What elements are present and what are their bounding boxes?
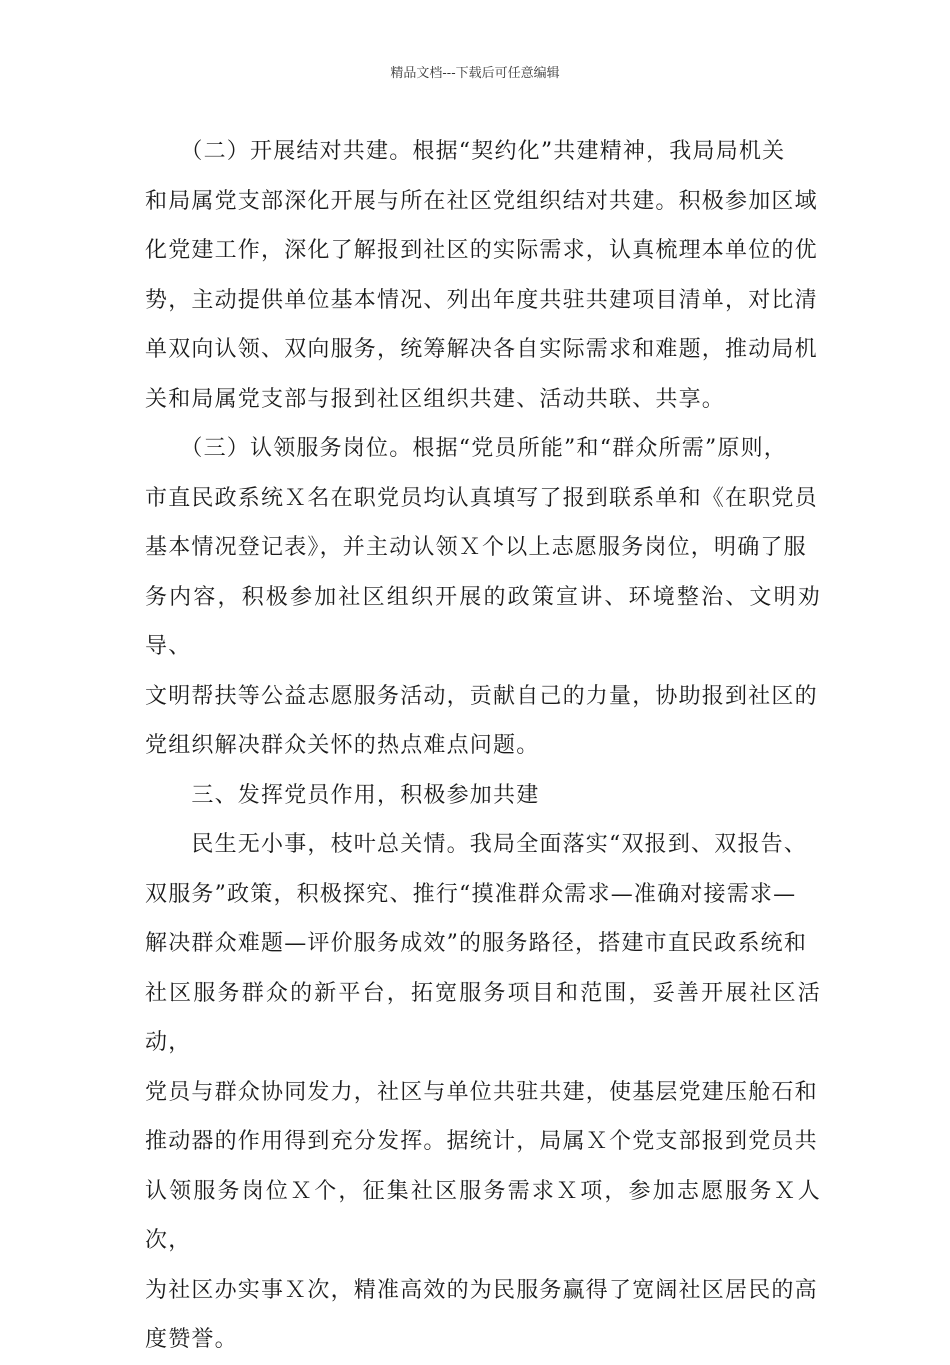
paragraph-claim-service-posts: （三）认领服务岗位。根据“党员所能”和“群众所需”原则， 市直民政系统Ｘ名在职党员均认真填写了报到联系单和《在职党员 基本情况登记表》，并主动认领Ｘ个以上志愿服务岗位，明确了服 务内容，积极参加社区组织开展的政策宣讲、环境整治、文明劝导、 文明帮扶等公益志愿服务活动，贡献自己的力量，协助报到社区的 党组织解决群众关怀的热点难点问题。	[145, 436, 821, 758]
paragraph-party-member-role: 民生无小事，枝叶总关情。我局全面落实“双报到、双报告、 双服务”政策，积极探究、推行“摸准群众需求—准确对接需求— 解决群众难题—评价服务成效”的服务路径，搭建市直民政系统和 社区服务群众的新平台，拓宽服务项目和范围，妥善开展社区活动， 党员与群众协同发力，社区与单位共驻共建，使基层党建压舱石和 推动器的作用得到充分发挥。据统计，局属Ｘ个党支部报到党员共 认领服务岗位Ｘ个，征集社区服务需求Ｘ项，参加志愿服务Ｘ人次， 为社区办实事Ｘ次，精准高效的为民服务赢得了宽阔社区居民的高 度赞誉。	[145, 832, 821, 1352]
page-header: 精品文档---下载后可任意编辑	[390, 66, 560, 81]
paragraph-pairing-coconstruction: （二）开展结对共建。根据“契约化”共建精神，我局局机关 和局属党支部深化开展与所在社区党组织结对共建。积极参加区域 化党建工作，深化了解报到社区的实际需求，认真梳理本单位的优 势，主动提供单位基本情况、列出年度共驻共建项目清单，对比清 单双向认领、双向服务，统筹解决各自实际需求和难题，推动局机 关和局属党支部与报到社区组织共建、活动共联、共享。	[145, 139, 818, 412]
document-body	[145, 127, 821, 1365]
section-heading-three: 三、发挥党员作用，积极参加共建	[145, 782, 540, 808]
